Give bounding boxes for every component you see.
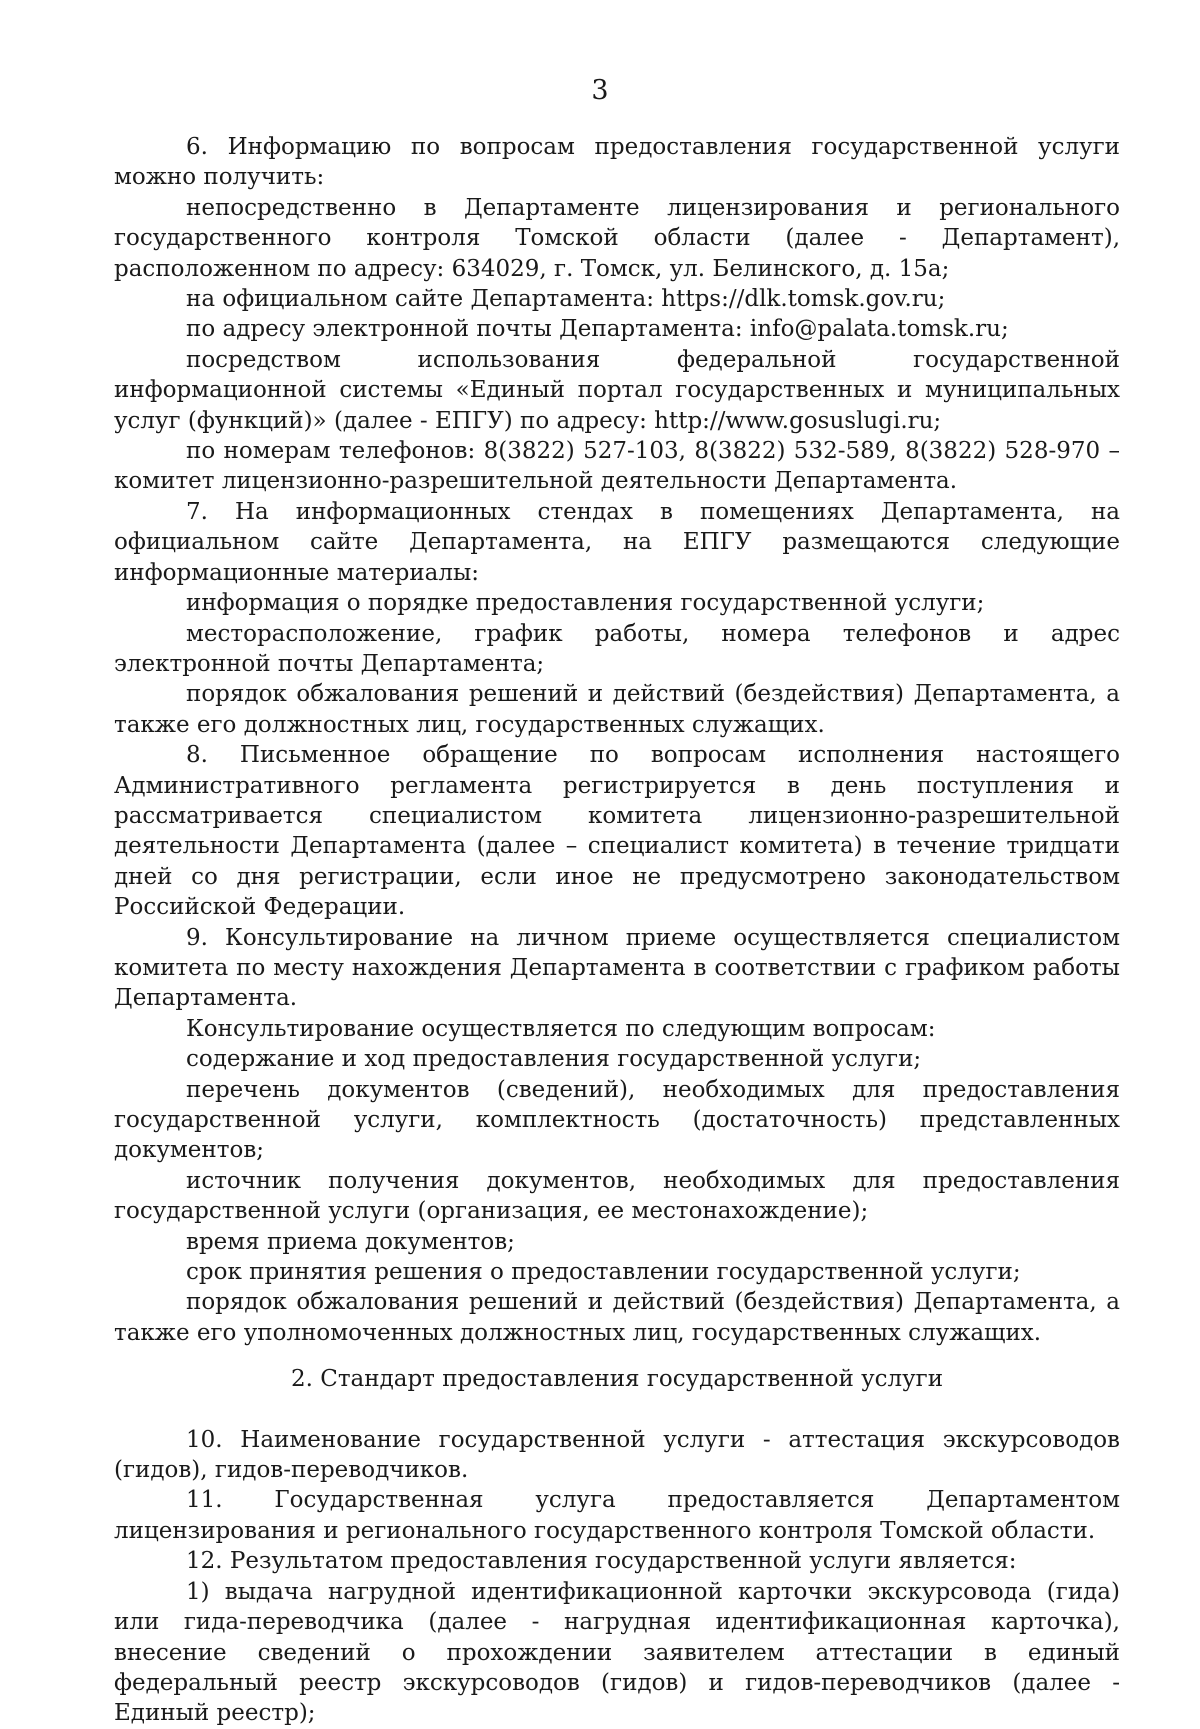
paragraph-location-schedule: месторасположение, график работы, номера телефонов и адрес электронной почты Департамента; (114, 620, 1120, 677)
paragraph-official-site: на официальном сайте Департамента: https://dlk.tomsk.gov.ru; (186, 286, 946, 313)
paragraph-email: по адресу электронной почты Департамента: info@palata.tomsk.ru; (186, 316, 1009, 343)
paragraph-department-address: непосредственно в Департаменте лицензирования и регионального государственного контроля Томской области (далее - Департамент), расположенном по адресу: 634029, г. Томск, ул. Белинского, д. 15а; (114, 194, 1120, 282)
paragraph-6-intro: 6. Информацию по вопросам предоставления государственной услуги можно получить: (114, 134, 1120, 191)
paragraph-consulting-topics: Консультирование осуществляется по следующим вопросам: (186, 1015, 936, 1042)
paragraph-epgu: посредством использования федеральной государственной информационной системы «Единый портал государственных и муниципальных услуг (функций)» (далее - ЕПГУ) по адресу: http://www.gosuslugi.ru; (114, 346, 1120, 434)
paragraph-topic-appeal: порядок обжалования решений и действий (бездействия) Департамента, а также его уполномоченных должностных лиц, государственных служащих. (114, 1289, 1120, 1346)
paragraph-topic-decision-term: срок принятия решения о предоставлении государственной услуги; (186, 1259, 1021, 1286)
paragraph-9-consulting: 9. Консультирование на личном приеме осуществляется специалистом комитета по месту нахождения Департамента в соответствии с графиком работы Департамента. (114, 924, 1120, 1012)
page-number: 3 (591, 75, 609, 106)
paragraph-topic-reception-time: время приема документов; (186, 1228, 515, 1255)
paragraph-appeal-procedure: порядок обжалования решений и действий (бездействия) Департамента, а также его должностных лиц, государственных служащих. (114, 681, 1120, 738)
section-heading: 2. Стандарт предоставления государственной услуги (290, 1366, 944, 1393)
document-body (114, 132, 1120, 1729)
paragraph-phones: по номерам телефонов: 8(3822) 527-103, 8(3822) 532-589, 8(3822) 528-970 – комитет лицензионно-разрешительной деятельности Департамента. (114, 438, 1120, 495)
paragraph-result-item-1: 1) выдача нагрудной идентификационной карточки экскурсовода (гида) или гида-переводчика (далее - нагрудная идентификационная карточка), внесение сведений о прохождении заявителем аттестации в единый федеральный реестр экскурсоводов (гидов) и гидов-переводчиков (далее - Единый реестр); (114, 1578, 1120, 1727)
paragraph-12-result: 12. Результатом предоставления государственной услуги является: (186, 1548, 1017, 1575)
paragraph-11-provider: 11. Государственная услуга предоставляется Департаментом лицензирования и регионального государственного контроля Томской области. (114, 1487, 1120, 1544)
paragraph-topic-documents-source: источник получения документов, необходимых для предоставления государственной услуги (организация, ее местонахождение); (114, 1167, 1120, 1225)
paragraph-10-service-name: 10. Наименование государственной услуги - аттестация экскурсоводов (гидов), гидов-переводчиков. (114, 1426, 1120, 1484)
paragraph-topic-documents-list: перечень документов (сведений), необходимых для предоставления государственной услуги, комплектность (достаточность) представленных документов; (114, 1076, 1120, 1164)
paragraph-8-written-request: 8. Письменное обращение по вопросам исполнения настоящего Административного регламента регистрируется в день поступления и рассматривается специалистом комитета лицензионно-разрешительной деятельности Департамента (далее – специалист комитета) в течение тридцати дней со дня регистрации, если иное не предусмотрено законодательством Российской Федерации. (114, 742, 1120, 921)
paragraph-procedure-info: информация о порядке предоставления государственной услуги; (186, 590, 985, 617)
paragraph-7-stands: 7. На информационных стендах в помещениях Департамента, на официальном сайте Департамента, на ЕПГУ размещаются следующие информационные материалы: (114, 498, 1120, 586)
paragraph-topic-progress: содержание и ход предоставления государственной услуги; (186, 1046, 922, 1073)
